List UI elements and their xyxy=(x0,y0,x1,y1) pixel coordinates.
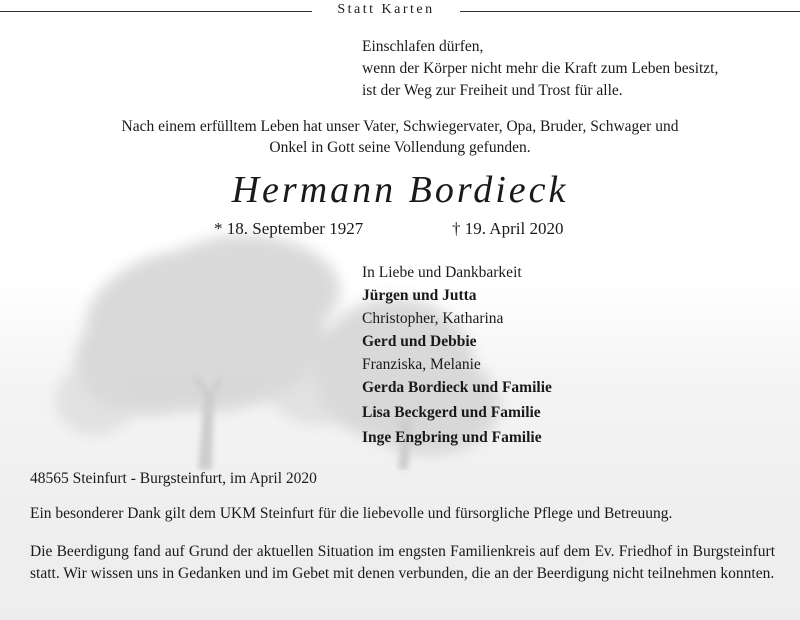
family-intro: In Liebe und Dankbarkeit xyxy=(362,264,522,281)
family-member: Gerd und Debbie xyxy=(362,333,477,350)
header-rule-left xyxy=(0,11,312,12)
family-member: Inge Engbring und Familie xyxy=(362,429,542,446)
deceased-name: Hermann Bordieck xyxy=(231,169,569,211)
poem xyxy=(362,36,718,102)
family-children: Christopher, Katharina xyxy=(362,310,504,327)
poem-line: Einschlafen dürfen, xyxy=(362,38,484,55)
family-children: Franziska, Melanie xyxy=(362,356,481,373)
family-member: Gerda Bordieck und Familie xyxy=(362,379,552,396)
family-list xyxy=(362,261,552,449)
thanks-text: Ein besonderer Dank gilt dem UKM Steinfurt für die liebevolle und fürsorgliche Pflege und Betreuung. xyxy=(30,505,673,522)
death-date: † 19. April 2020 xyxy=(452,219,564,238)
header-title: Statt Karten xyxy=(337,2,435,17)
poem-line: wenn der Körper nicht mehr die Kraft zum Leben besitzt, xyxy=(362,60,719,77)
family-member: Jürgen und Jutta xyxy=(362,287,477,304)
poem-line: ist der Weg zur Freiheit und Trost für alle. xyxy=(362,82,623,99)
intro-line: Nach einem erfülltem Leben hat unser Vater, Schwiegervater, Opa, Bruder, Schwager und xyxy=(121,118,679,135)
header-rule-right xyxy=(460,11,800,12)
intro-line: Onkel in Gott seine Vollendung gefunden. xyxy=(269,139,531,156)
burial-note: Die Beerdigung fand auf Grund der aktuellen Situation im engsten Familienkreis auf dem Ev. Friedhof in Burgsteinfurt statt. Wir wissen uns in Gedanken und im Gebet mit denen verbunden, die an der Beerdigung nicht teilnehmen konnten. xyxy=(30,543,775,582)
place-date: 48565 Steinfurt - Burgsteinfurt, im April 2020 xyxy=(30,470,317,487)
family-member: Lisa Beckgerd und Familie xyxy=(362,404,541,421)
intro-text xyxy=(0,116,800,158)
birth-date: * 18. September 1927 xyxy=(214,219,364,238)
